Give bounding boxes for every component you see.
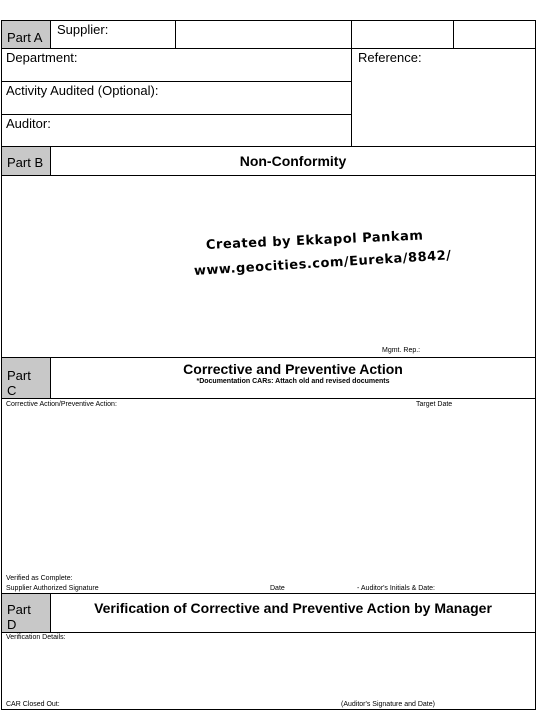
department-label: Department: xyxy=(6,50,78,65)
part-d-tab: Part D xyxy=(1,593,51,633)
supplier-label: Supplier: xyxy=(57,22,109,37)
date-label: Date xyxy=(270,585,285,592)
corrective-action-area[interactable] xyxy=(1,398,536,594)
verified-complete-label: Verified as Complete: xyxy=(6,575,73,582)
part-c-note: *Documentation CARs: Attach old and revised documents xyxy=(196,378,390,385)
auditor-label: Auditor: xyxy=(6,116,51,131)
supplier-value-cell[interactable] xyxy=(175,20,352,49)
part-a-tab: Part A xyxy=(1,20,51,49)
supplier-signature-label: Supplier Authorized Signature xyxy=(6,585,99,592)
target-date-label: Target Date xyxy=(416,401,453,408)
activity-label: Activity Audited (Optional): xyxy=(6,83,159,98)
corrective-action-label: Corrective Action/Preventive Action: xyxy=(6,401,117,408)
auditor-signature-label: (Auditor's Signature and Date) xyxy=(341,701,435,708)
watermark-url: www.geocities.com/Eureka/8842/ xyxy=(193,248,452,279)
part-b-title: Non-Conformity xyxy=(239,153,347,169)
reference-label: Reference: xyxy=(358,50,422,65)
header-cell-3[interactable] xyxy=(351,20,454,49)
watermark-author: Created by Ekkapol Pankam xyxy=(205,228,424,253)
part-d-title: Verification of Corrective and Preventive Action by Manager xyxy=(94,600,492,616)
part-c-title: Corrective and Preventive Action xyxy=(183,361,403,377)
part-c-tab: Part C xyxy=(1,357,51,399)
mgmt-rep-label: Mgmt. Rep.: xyxy=(382,347,421,354)
auditor-row[interactable] xyxy=(1,114,352,147)
part-b-tab: Part B xyxy=(1,146,51,176)
verification-area[interactable] xyxy=(1,632,536,710)
car-closed-label: CAR Closed Out: xyxy=(6,701,60,708)
auditor-initials-label: - Auditor's Initials & Date: xyxy=(357,585,435,592)
header-cell-4[interactable] xyxy=(453,20,536,49)
verification-details-label: Verification Details: xyxy=(6,634,66,641)
